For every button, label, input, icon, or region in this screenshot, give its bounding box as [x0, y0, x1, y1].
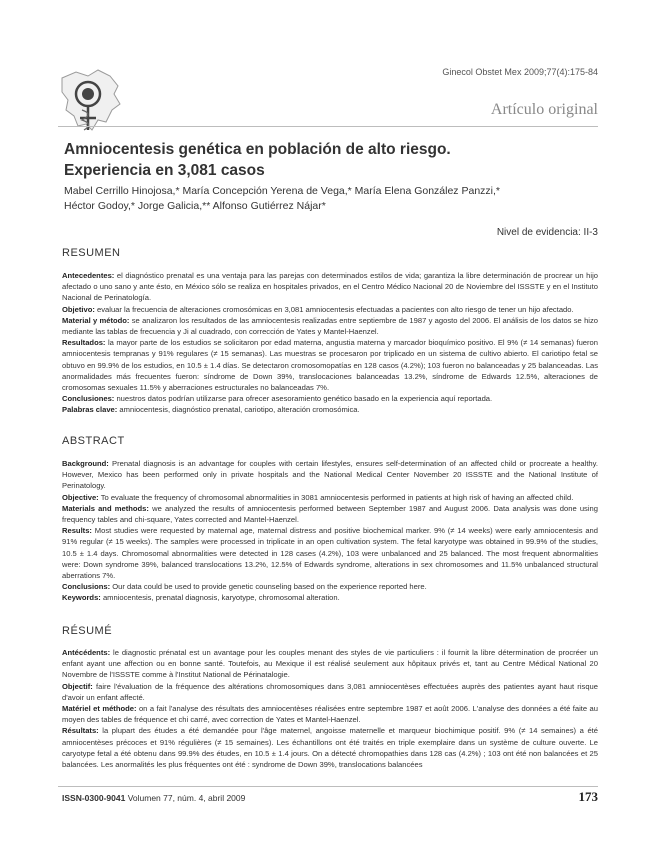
paragraph-text: evaluar la frecuencia de alteraciones cromosómicas en 3,081 amniocentesis efectuadas a pacientes con alto riesgo de tener un hijo afectado. [94, 304, 574, 314]
article-title [64, 139, 604, 181]
paragraph-label: Material y método: [62, 315, 130, 325]
paragraph-text: amniocentesis, diagnóstico prenatal, cariotipo, alteración cromosómica. [117, 405, 360, 415]
paragraph [62, 492, 598, 503]
paragraph-label: Objective: [62, 492, 99, 502]
paragraph [62, 270, 598, 304]
section-label: Artículo original [490, 101, 598, 118]
paragraph [62, 393, 598, 404]
paragraph-label: Conclusiones: [62, 394, 115, 404]
resumen-body [62, 270, 598, 416]
evidence-level: Nivel de evidencia: II-3 [496, 227, 598, 238]
paragraph [62, 304, 598, 315]
paragraph-text: se analizaron los resultados de las amniocentesis realizadas entre septiembre de 1987 y agosto del 2006. El análisis de los datos se hizo mediante las tablas de frecuencia y Ji al cuadrado, con corrección de Yates y Mantel-Haenzel. [62, 315, 599, 337]
paragraph [62, 525, 598, 581]
paragraph-label: Results: [62, 526, 92, 536]
paragraph-text: la plupart des études a été demandée pour l'âge maternel, angoisse maternelle et marqueur biochimique positif. 9% (≠ 14 semaines) a été amniocentèses précoces et 91% régulières (≠ 15 semaines). Les échantillons ont été traités en triple exemplaire dans un système de culture ouverte. Le caryotype fetal a été obtenu dans 99.9% des études, en 10.5 ± 1.4 jours. On a détecté chromopathies dans 128 cas (4.2%) ; 103 ont été non balancées et 25 balancées. Les anormalités les plus fréquentes ont été : syndrome de Down 39%, translocations balancées [62, 726, 598, 770]
paragraph-text: To evaluate the frequency of chromosomal abnormalities in 3081 amniocentesis performed in patients at high risk of having an affected child. [98, 492, 574, 502]
paragraph [62, 404, 598, 415]
footer-citation [62, 793, 245, 803]
paragraph-label: Materials and methods: [62, 503, 149, 513]
footer-rule [58, 786, 598, 787]
title-line-1: Amniocentesis genética en población de alto riesgo. [64, 141, 451, 158]
resume-heading: RÉSUMÉ [62, 625, 113, 637]
paragraph-label: Résultats: [62, 726, 99, 736]
paragraph-label: Antecedentes: [62, 271, 115, 280]
authors-line-1: Mabel Cerrillo Hinojosa,* María Concepción Yerena de Vega,* María Elena González Panzzi,* [64, 185, 500, 197]
paragraph-text: on a fait l'analyse des résultats des amniocentèses réalisées entre septembre 1987 et août 2006. L'analyse des données a été faite au moyen des tables de fréquence et chi carré, avec correction de Yates et Mantel-Haenzel. [62, 704, 598, 725]
paragraph [62, 647, 598, 681]
header-rule [58, 126, 598, 127]
author-list [64, 184, 604, 214]
paragraph [62, 458, 598, 492]
paragraph-text: Prenatal diagnosis is an advantage for couples with certain lifestyles, ensures self-determination of an affected child or procreate a healthy. However, Mexico has been performed only in private hospitals and the National Medical Center November 20 ISSSTE and the National Institute of Perinatology. [62, 459, 598, 491]
paragraph-text: el diagnóstico prenatal es una ventaja para las parejas con determinados estilos de vida; garantiza la libre determinación de procrear un hijo afectado o uno sano y ante ésto, en México sólo se realiza en hospitales privados, en el Centro Médico Nacional 20 de Noviembre del ISSSTE y en el Instituto Nacional de Perinatología. [62, 271, 598, 303]
authors-line-2: Héctor Godoy,* Jorge Galicia,** Alfonso Gutiérrez Nájar* [64, 200, 326, 212]
paragraph-label: Background: [62, 459, 109, 468]
page-number: 173 [578, 789, 598, 804]
paragraph-label: Conclusions: [62, 582, 111, 592]
paragraph-text: Our data could be used to provide genetic counseling based on the experience reported here. [110, 582, 427, 592]
issn: ISSN-0300-9041 [62, 793, 126, 803]
title-line-2: Experiencia en 3,081 casos [64, 162, 265, 179]
paragraph [62, 337, 598, 393]
resumen-heading: RESUMEN [62, 247, 121, 259]
abstract-body [62, 458, 598, 604]
paragraph-label: Matériel et méthode: [62, 704, 137, 714]
paragraph-label: Objectif: [62, 681, 93, 691]
resume-body [62, 647, 598, 775]
paragraph-label: Objetivo: [62, 304, 95, 314]
paragraph [62, 681, 598, 703]
paragraph-text: we analyzed the results of amniocentesis performed between September 1987 and August 2006. Data analysis was done using frequency tables and chi-square, Yates corrected and Mantel-Haenzel. [62, 503, 598, 525]
paragraph-text: le diagnostic prénatal est un avantage pour les couples menant des styles de vie particuliers : il fournit la libre détermination de procréer un enfant ayant une affection ou en bonne santé. Toutefois, au Mexique il est réalisé seulement aux hôpitaux privés et, tant au Centre Médical National 20 Novembre de l'ISSSTE comme à l'Institut National de Périnatalogie. [62, 648, 598, 680]
paragraph [62, 592, 598, 603]
paragraph-text: Most studies were requested by maternal age, maternal distress and positive biochemical marker. 9% (≠ 14 weeks) were early amniocentesis and 91% regular (≠ 15 weeks). The samples were processed in triplicate in an open cultivation system. The fetal karyotype was obtained in 99.9% of the studies, 10.5 ± 1.4 days. Chromosomal abnormalities were detected in 128 cases (4.2%), 103 were unbalanced and 25 balanced. The most frequent abnormalities were: Down syndrome 39%, balanced translocations 13.2%, 12.5% of Edwards syndrome, alterations in sex chromosomes and 11.5% unbalanced structural aberrations 7%. [62, 526, 598, 581]
paragraph-text: nuestros datos podrían utilizarse para ofrecer asesoramiento genético basado en la experiencia aquí reportada. [114, 394, 493, 404]
journal-logo [58, 60, 130, 144]
paragraph [62, 581, 598, 592]
paragraph-text: la mayor parte de los estudios se solicitaron por edad materna, angustia materna y marcador bioquímico positivo. El 9% (≠ 14 semanas) fueron amniocentesis tempranas y 91% regulares (≠ 15 semanas). Las muestras se procesaron por triplicado en un sistema de cultivo abierto. El cariotipo fetal se obtuvo en 99.9% de los estudios, en 10.5 ± 1.4 días. Se detectaron cromosomopatías en 128 casos (4.2%); 103 fueron no balanceadas y 25 balanceadas. Las anormalidades más frecuentes fueron: síndrome de Down 39%, translocaciones balanceadas 13.2%, síndrome de Edwards 12.5%, alteraciones de cromosomas sexuales 11.5% y aberraciones estructurales no balanceadas 7%. [62, 338, 598, 393]
journal-reference: Ginecol Obstet Mex 2009;77(4):175-84 [442, 67, 598, 77]
paragraph [62, 503, 598, 525]
paragraph-text: amniocentesis, prenatal diagnosis, karyotype, chromosomal alteration. [100, 593, 340, 603]
paragraph-label: Keywords: [62, 593, 101, 603]
volume-info: Volumen 77, núm. 4, abril 2009 [125, 793, 246, 803]
paragraph [62, 703, 598, 725]
paragraph-text: faire l'évaluation de la fréquence des altérations chromosomiques dans 3,081 amniocentèses effectuées auprès des patientes ayant haut risque d'avoir un enfant affecté. [62, 681, 598, 702]
paragraph [62, 725, 598, 770]
paragraph-label: Resultados: [62, 338, 106, 348]
paragraph-label: Palabras clave: [62, 405, 118, 415]
paragraph-label: Antécédents: [62, 648, 111, 657]
paragraph [62, 315, 598, 337]
abstract-heading: ABSTRACT [62, 435, 125, 447]
